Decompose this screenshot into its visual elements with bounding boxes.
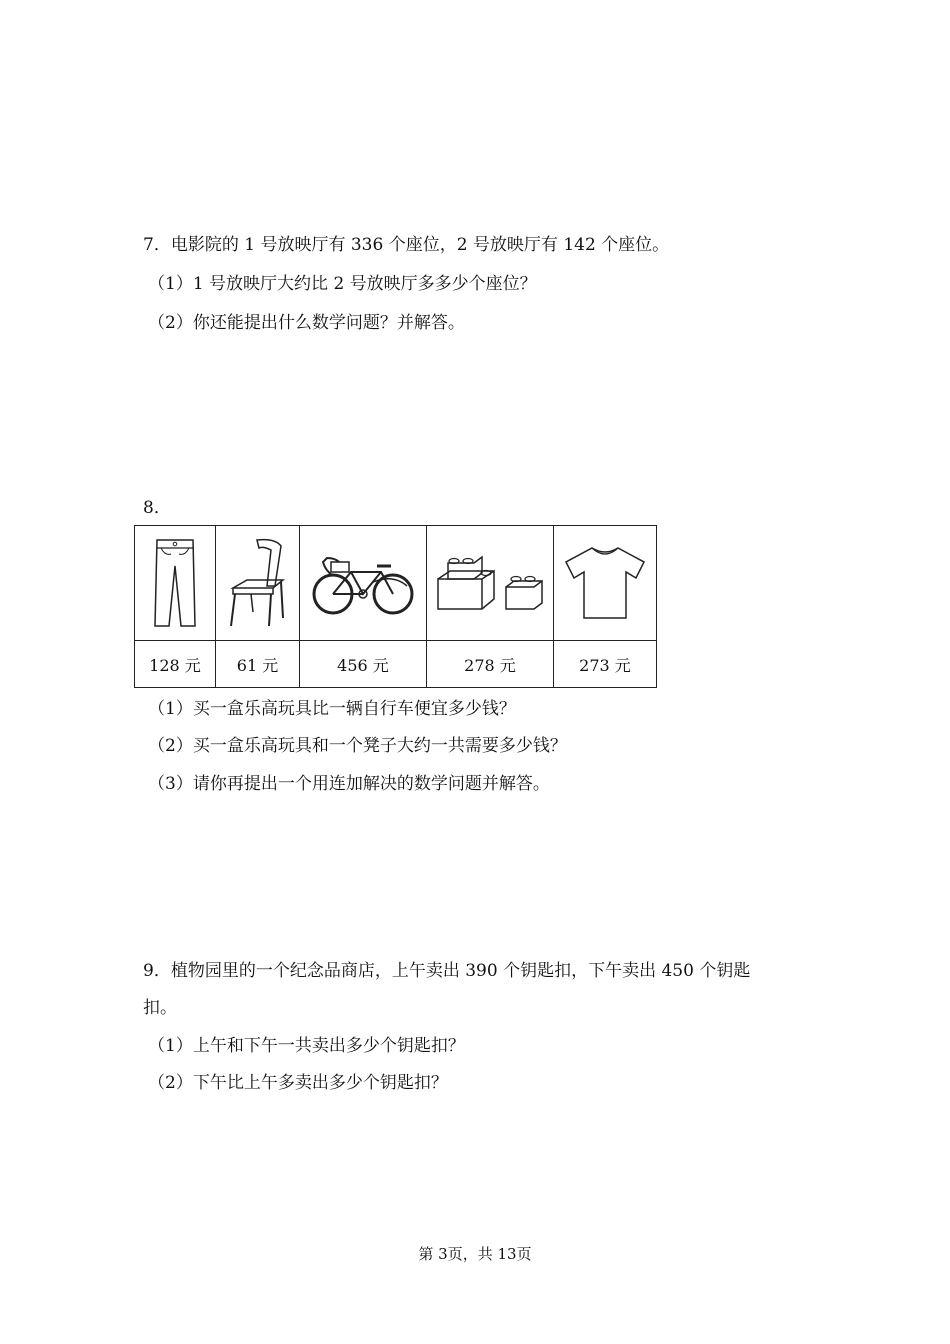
q8-stem: 8． xyxy=(143,498,171,518)
bicycle-icon xyxy=(311,548,415,618)
q7-sub2: （2）你还能提出什么数学问题？并解答。 xyxy=(148,313,465,333)
lego-blocks-icon xyxy=(434,551,546,615)
price-chair: 61 元 xyxy=(216,641,300,688)
q8-sub2: （2）买一盒乐高玩具和一个凳子大约一共需要多少钱？ xyxy=(148,736,567,756)
pants-icon xyxy=(153,536,197,630)
q7-sub1: （1）1 号放映厅大约比 2 号放映厅多多少个座位？ xyxy=(148,274,537,294)
q9-stem-line2: 扣。 xyxy=(143,998,177,1018)
bicycle-cell xyxy=(300,526,427,641)
tshirt-cell xyxy=(554,526,657,641)
price-tshirt: 273 元 xyxy=(554,641,657,688)
q8-sub1: （1）买一盒乐高玩具比一辆自行车便宜多少钱？ xyxy=(148,699,516,719)
q9-sub1: （1）上午和下午一共卖出多少个钥匙扣？ xyxy=(148,1036,465,1056)
price-table xyxy=(134,525,657,688)
page-footer: 第 3页，共 13页 xyxy=(418,1245,532,1263)
price-pants: 128 元 xyxy=(135,641,216,688)
chair-icon xyxy=(223,536,293,630)
price-lego: 278 元 xyxy=(427,641,554,688)
lego-cell xyxy=(427,526,554,641)
tshirt-icon xyxy=(564,544,646,622)
chair-cell xyxy=(216,526,300,641)
price-bicycle: 456 元 xyxy=(300,641,427,688)
pants-cell xyxy=(135,526,216,641)
q8-sub3: （3）请你再提出一个用连加解决的数学问题并解答。 xyxy=(148,774,550,794)
q9-sub2: （2）下午比上午多卖出多少个钥匙扣？ xyxy=(148,1073,448,1093)
q9-stem-line1: 9．植物园里的一个纪念品商店，上午卖出 390 个钥匙扣，下午卖出 450 个钥匙 xyxy=(143,961,751,981)
q7-stem: 7．电影院的 1 号放映厅有 336 个座位，2 号放映厅有 142 个座位。 xyxy=(143,235,670,255)
